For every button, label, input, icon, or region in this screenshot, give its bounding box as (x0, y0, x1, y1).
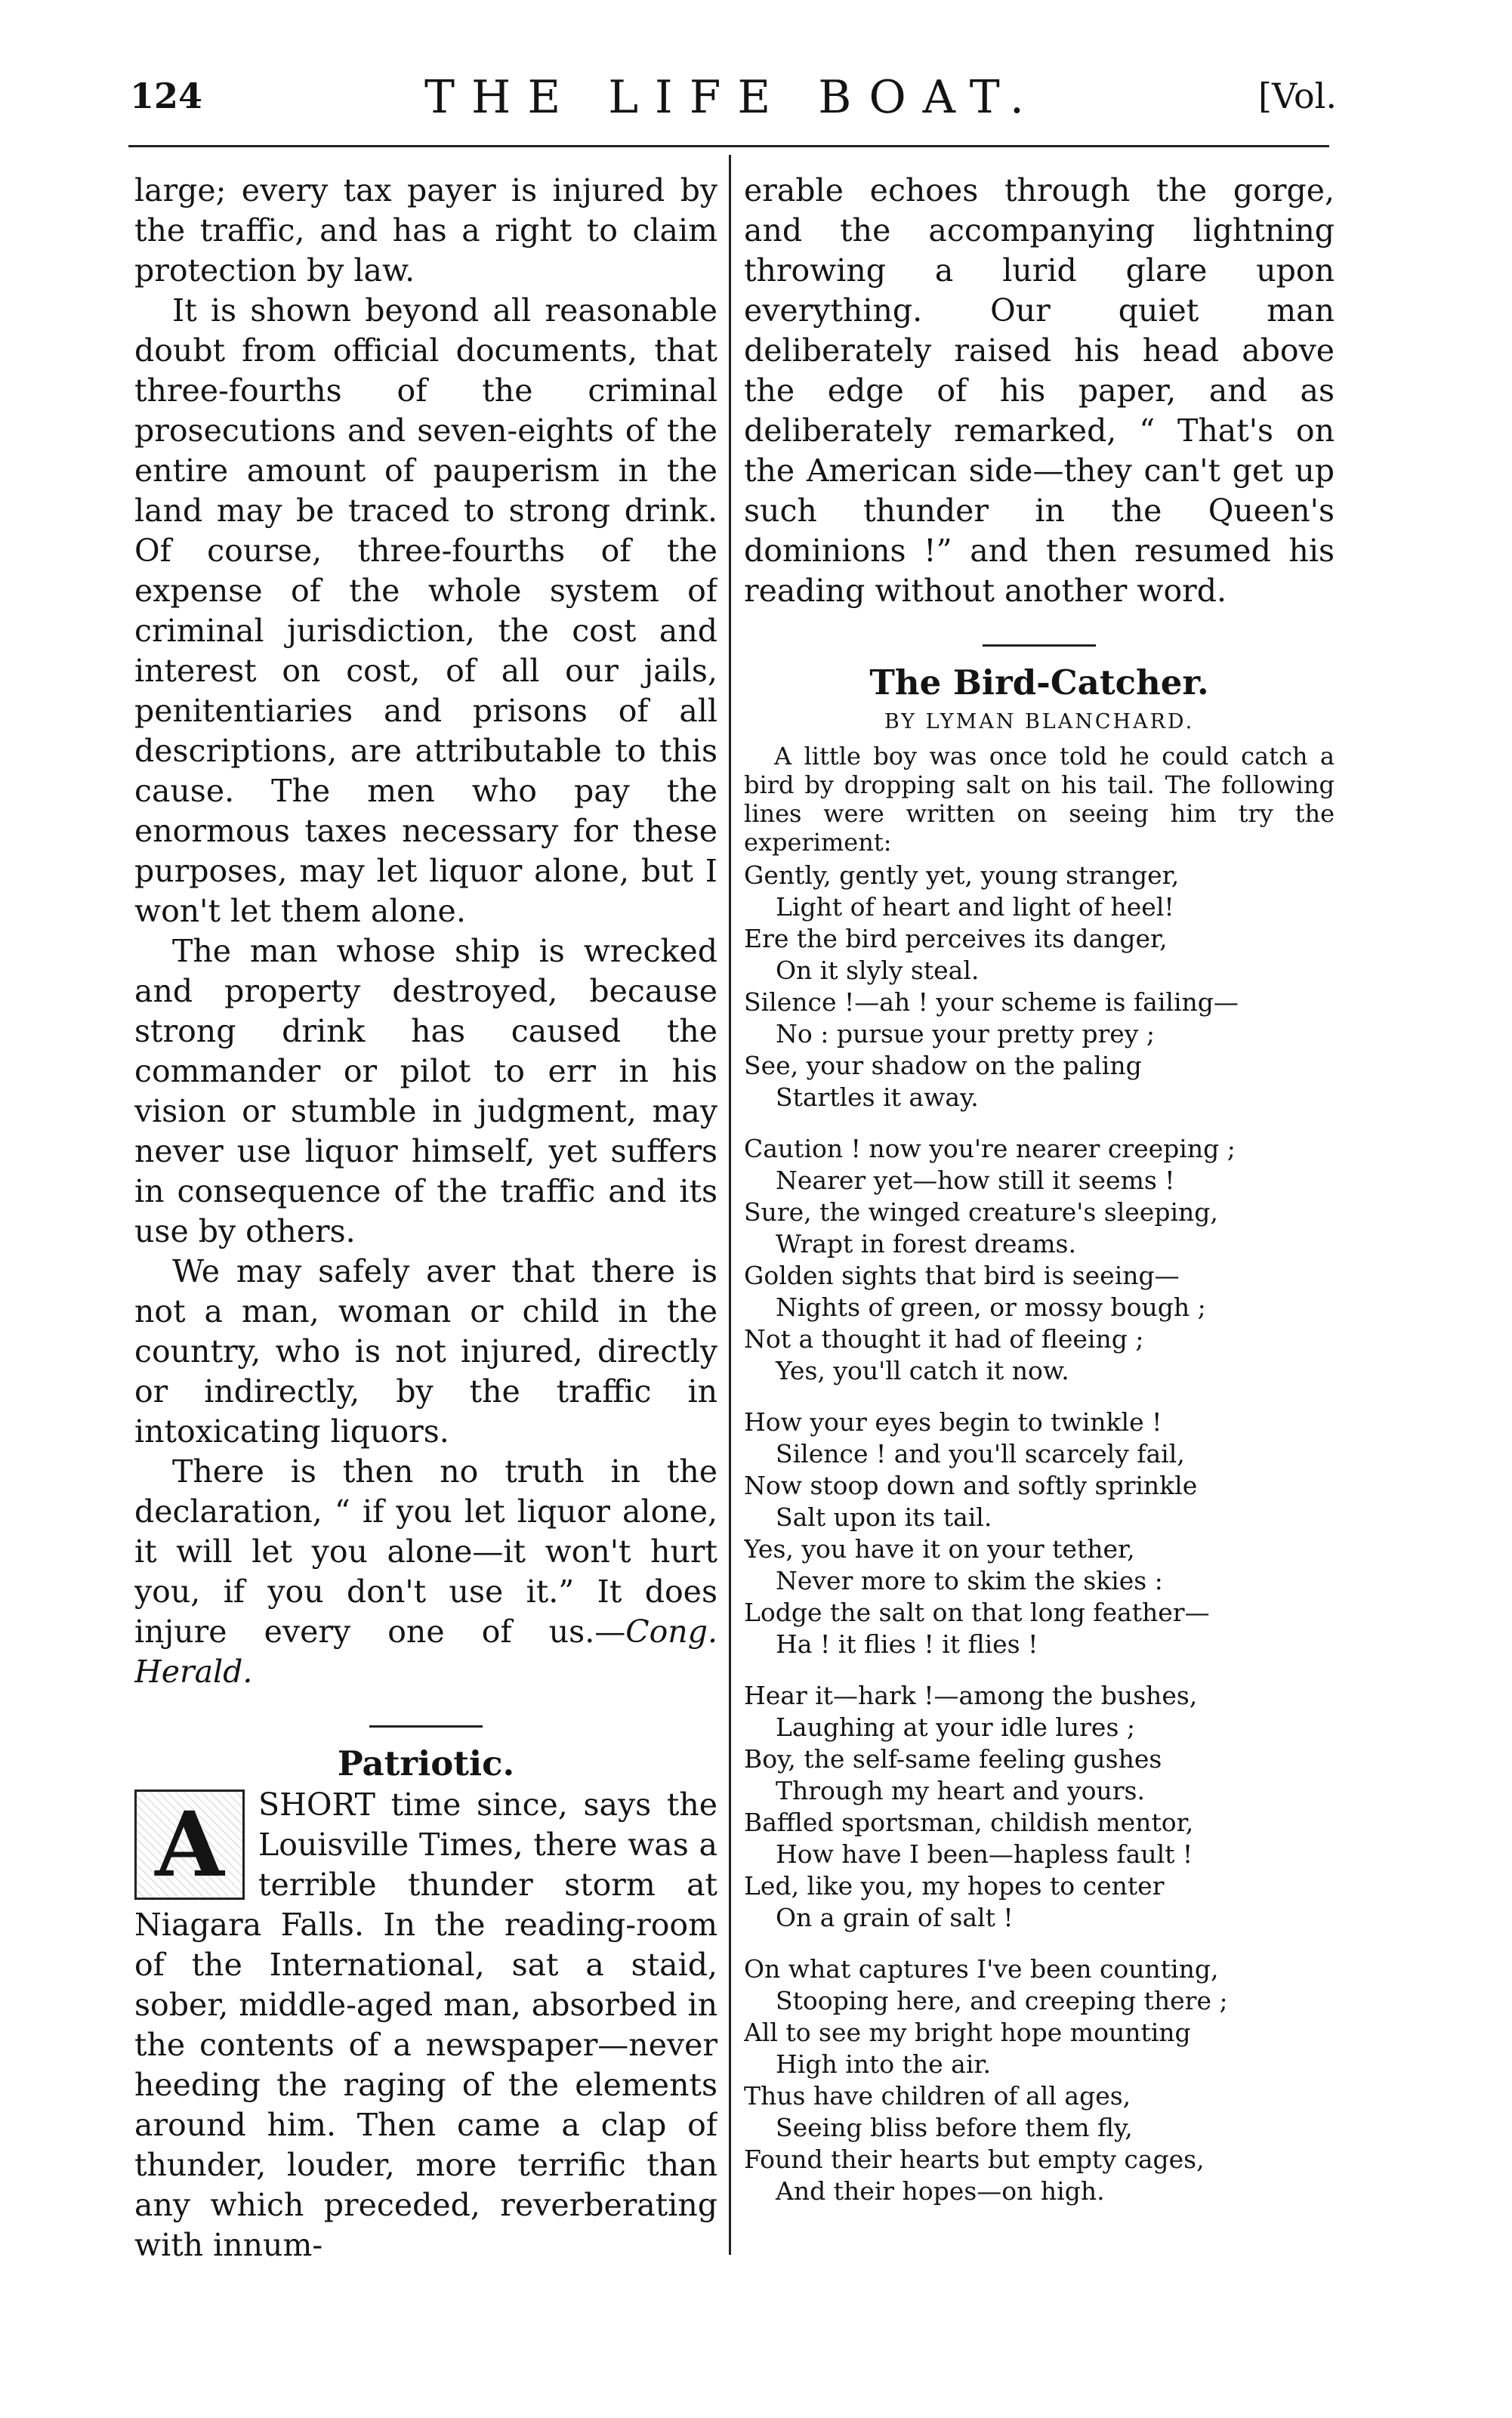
section-rule (983, 644, 1096, 647)
header-rule (128, 145, 1329, 147)
right-column (744, 171, 1335, 2227)
poem-line: Light of heart and light of heel! (776, 892, 1174, 922)
poem-line: Stooping here, and creeping there ; (776, 1986, 1228, 2015)
poem-line: Baffled sportsman, childish mentor, (744, 1808, 1194, 1837)
poem-line: All to see my bright hope mounting (744, 2018, 1191, 2047)
section-rule (369, 1725, 483, 1728)
continued-paragraph: erable echoes through the gorge, and the accompanying lightning throwing a lurid glare upon everything. Our quiet man deliberately raised his head above the edge of his paper, and as deliberately remarked, “ That's on the American side—they can't get up such thunder in the Queen's dominions !” and then resumed his reading without another word. (744, 172, 1335, 609)
poem-line: Found their hearts but empty cages, (744, 2145, 1205, 2174)
poem-intro: A little boy was once told he could catch a bird by dropping salt on his tail. The following lines were written on seeing him try the experiment: (744, 742, 1335, 857)
poem-line: How your eyes begin to twinkle ! (744, 1407, 1162, 1437)
poem-line: Yes, you have it on your tether, (744, 1534, 1135, 1564)
poem-byline: BY LYMAN BLANCHARD. (884, 710, 1195, 733)
article-heading: Patriotic. (337, 1743, 515, 1783)
poem-title: The Bird-Catcher. (869, 662, 1209, 703)
poem-line: Sure, the winged creature's sleeping, (744, 1197, 1218, 1227)
poem-line: Now stoop down and softly sprinkle (744, 1471, 1198, 1500)
poem-line: Laughing at your idle lures ; (776, 1712, 1136, 1742)
poem-line: On it slyly steal. (776, 956, 980, 985)
poem-line: How have I been—hapless fault ! (776, 1839, 1193, 1869)
poem-line: Caution ! now you're nearer creeping ; (744, 1134, 1236, 1163)
paragraph-text: There is then no truth in the declaration, “ if you let liquor alone, it will let you alone—it won't hurt you, if you don't use it.” It does injure every one of us.— (134, 1453, 717, 1650)
poem-stanza (744, 1953, 1335, 2207)
poem-line: Thus have children of all ages, (744, 2081, 1131, 2111)
page-number: 124 (130, 76, 203, 116)
article-body (134, 1785, 717, 2265)
running-title: THE LIFE BOAT. (424, 71, 1041, 124)
poem-line: No : pursue your pretty prey ; (776, 1019, 1155, 1048)
column-divider (729, 155, 731, 2255)
page-header (128, 66, 1337, 127)
paragraph: The man whose ship is wrecked and property destroyed, because strong drink has caused the commander or pilot to err in his vision or stumble in judgment, may never use liquor himself, yet suffers in consequence of the traffic and its use by others. (134, 933, 717, 1249)
poem-line: Nights of green, or mossy bough ; (776, 1292, 1206, 1322)
paragraph: We may safely aver that there is not a man, woman or child in the country, who is not injured, directly or indirectly, by the traffic in intoxicating liquors. (134, 1253, 717, 1450)
poem-line: High into the air. (776, 2049, 992, 2079)
poem-line: Lodge the salt on that long feather— (744, 1598, 1210, 1627)
poem-line: Boy, the self-same feeling gushes (744, 1744, 1162, 1774)
poem-stanza (744, 1680, 1335, 1934)
poem-stanza (744, 1133, 1335, 1387)
poem-line: Salt upon its tail. (776, 1502, 992, 1532)
poem-line: Startles it away. (776, 1082, 979, 1112)
left-column (134, 171, 717, 2265)
poem-line: Silence ! and you'll scarcely fail, (776, 1439, 1185, 1468)
volume-label: [Vol. (1258, 76, 1337, 116)
poem-stanzas (744, 860, 1335, 2207)
poem-line: On what captures I've been counting, (744, 1954, 1219, 1984)
poem-line: Wrapt in forest dreams. (776, 1229, 1076, 1258)
poem-line: Golden sights that bird is seeing— (744, 1261, 1180, 1290)
poem-line: Gently, gently yet, young stranger, (744, 860, 1180, 890)
poem-line: Never more to skim the skies : (776, 1566, 1163, 1595)
poem-line: See, your shadow on the paling (744, 1051, 1142, 1080)
poem-line: Nearer yet—how still it seems ! (776, 1166, 1175, 1195)
poem-line: Ha ! it flies ! it flies ! (776, 1629, 1038, 1659)
poem-line: Hear it—hark !—among the bushes, (744, 1681, 1198, 1710)
poem-stanza (744, 860, 1335, 1113)
poem-line: Ere the bird perceives its danger, (744, 924, 1168, 953)
poem-stanza (744, 1407, 1335, 1660)
poem-line: On a grain of salt ! (776, 1903, 1014, 1932)
poem-line: And their hopes—on high. (776, 2176, 1105, 2206)
dropcap-letter: A (134, 1790, 245, 1900)
source-citation: Cong. Herald. (134, 1614, 717, 1690)
poem-line: Led, like you, my hopes to center (744, 1871, 1165, 1901)
paragraph: large; every tax payer is injured by the traffic, and has a right to claim protection by law. (134, 172, 717, 289)
paragraph-with-source (134, 1452, 717, 1692)
poem-line: Not a thought it had of fleeing ; (744, 1324, 1144, 1354)
poem-line: Seeing bliss before them fly, (776, 2113, 1133, 2142)
paragraph: It is shown beyond all reasonable doubt from official documents, that three-fourths of the criminal prosecutions and seven-eights of the entire amount of pauperism in the land may be traced to strong drink. Of course, three-fourths of the expense of the whole system of criminal jurisdiction, the cost and interest on cost, of all our jails, penitentiaries and prisons of all descriptions, are attributable to this cause. The men who pay the enormous taxes necessary for these purposes, may let liquor alone, but I won't let them alone. (134, 292, 717, 929)
poem-line: Through my heart and yours. (776, 1776, 1145, 1805)
poem-line: Silence !—ah ! your scheme is failing— (744, 987, 1239, 1017)
article-text: SHORT time since, says the Louisville Times, there was a terrible thunder storm at Niagara Falls. In the reading-room of the International, sat a staid, sober, middle-aged man, absorbed in the contents of a newspaper—never heeding the raging of the elements around him. Then came a clap of thunder, louder, more terrific than any which preceded, reverberating with innum- (134, 1786, 717, 2263)
poem-line: Yes, you'll catch it now. (776, 1356, 1069, 1385)
